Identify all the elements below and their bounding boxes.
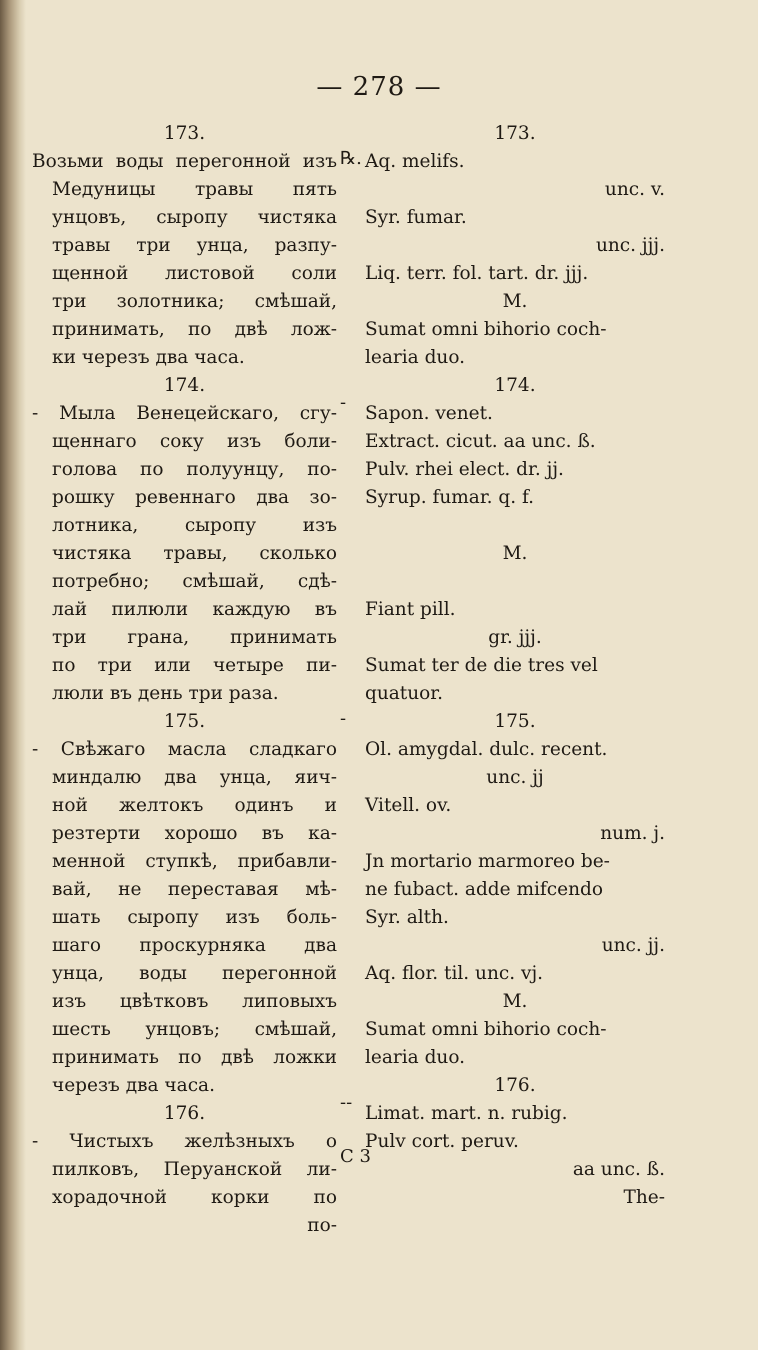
recipe-number: 176. — [163, 1103, 206, 1124]
text-line: щеннаго соку изъ боли- — [52, 431, 337, 452]
text-line: M. — [502, 291, 528, 312]
text-line: quatuor. — [365, 683, 443, 704]
text-line: M. — [502, 991, 528, 1012]
text-line: Sumat omni bihorio coch- — [365, 319, 607, 340]
text-line: голова по полуунцу, по- — [52, 459, 337, 480]
text-line: пилковъ, Перуанской ли- — [52, 1159, 337, 1180]
recipe-number: 174. — [494, 375, 536, 396]
text-line: ne fubact. adde mifcendo — [365, 879, 603, 900]
text-line: - Мыла Венецейскаго, сгу- — [32, 403, 337, 424]
text-line: щенной листовой соли — [52, 263, 337, 284]
dash-mark: - — [340, 708, 347, 729]
text-line: потребно; смѣшай, сдѣ- — [52, 571, 337, 592]
text-line: num. j. — [600, 823, 665, 844]
text-line: черезъ два часа. — [52, 1075, 215, 1096]
text-line: принимать по двѣ ложки — [52, 1047, 337, 1068]
book-spine-shadow — [0, 0, 26, 1350]
text-line: Syrup. fumar. q. f. — [365, 487, 535, 508]
text-line: Jn mortario marmoreo be- — [365, 851, 610, 872]
recipe-number: 173. — [494, 123, 536, 144]
text-line: шать сыропу изъ боль- — [52, 907, 337, 928]
text-line: Syr. fumar. — [365, 207, 467, 228]
text-line: Sapon. venet. — [365, 403, 493, 424]
text-line: лай пилюли каждую въ — [52, 599, 337, 620]
text-line: три грана, принимать — [52, 627, 337, 648]
catchword: The- — [623, 1187, 665, 1208]
text-line: - Свѣжаго масла сладкаго — [32, 739, 337, 760]
text-line: Syr. alth. — [365, 907, 449, 928]
text-line: люли въ день три раза. — [52, 683, 279, 704]
text-line: ной желтокъ одинъ и — [52, 795, 337, 816]
text-line: по три или четыре пи- — [52, 655, 337, 676]
text-line: Медуницы травы пять — [52, 179, 337, 200]
text-line: Ol. amygdal. dulc. recent. — [365, 739, 608, 760]
text-line: ки черезъ два часа. — [52, 347, 245, 368]
text-line: три золотника; смѣшай, — [52, 291, 337, 312]
signature-mark: C 3 — [340, 1146, 371, 1167]
page-number: — 278 — — [316, 72, 442, 102]
text-line: unc. jjj. — [595, 235, 665, 256]
dash-mark: -- — [340, 1092, 353, 1113]
text-line: резтерти хорошо въ ка- — [52, 823, 337, 844]
text-line: менной ступкѣ, прибавли- — [52, 851, 337, 872]
text-line: миндалю два унца, яич- — [52, 767, 337, 788]
text-line: learia duo. — [365, 1047, 466, 1068]
text-line: шесть унцовъ; смѣшай, — [52, 1019, 337, 1040]
text-line: M. — [502, 543, 528, 564]
text-line: Pulv. rhei elect. dr. jj. — [365, 459, 564, 480]
text-line: чистяка травы, сколько — [52, 543, 337, 564]
text-line: aa unc. ß. — [572, 1159, 665, 1180]
text-line: травы три унца, разпу- — [52, 235, 337, 256]
recipe-number: 176. — [494, 1075, 536, 1096]
text-line: вай, не переставая мѣ- — [52, 879, 337, 900]
recipe-number: 174. — [163, 375, 206, 396]
text-line: Vitell. ov. — [365, 795, 452, 816]
text-line: Pulv cort. peruv. — [365, 1131, 519, 1152]
dash-mark: - — [340, 392, 347, 413]
spacer — [365, 568, 665, 596]
text-line: - Чистыхъ желѣзныхъ о — [32, 1131, 337, 1152]
text-line: рошку ревеннаго два зо- — [52, 487, 337, 508]
text-line: Fiant pill. — [365, 599, 456, 620]
recipe-number: 173. — [163, 123, 206, 144]
text-line: Возьми воды перегонной изъ — [32, 151, 337, 172]
text-line: изъ цвѣтковъ липовыхъ — [52, 991, 337, 1012]
text-line: unc. jj — [486, 767, 544, 788]
text-line: Sumat omni bihorio coch- — [365, 1019, 607, 1040]
text-line: learia duo. — [365, 347, 466, 368]
text-line: Limat. mart. n. rubig. — [365, 1103, 568, 1124]
text-line: gr. jjj. — [488, 627, 542, 648]
text-line: Sumat ter de die tres vel — [365, 655, 598, 676]
text-line: унцовъ, сыропу чистяка — [52, 207, 337, 228]
recipe-number: 175. — [494, 711, 536, 732]
text-line: unc. v. — [604, 179, 665, 200]
text-line: Aq. flor. til. unc. vj. — [365, 963, 544, 984]
recipe-number: 175. — [163, 711, 206, 732]
russian-column — [32, 120, 337, 1240]
text-line: Aq. melifs. — [365, 151, 465, 172]
catchword: по- — [307, 1215, 337, 1236]
text-line: шаго проскурняка два — [52, 935, 337, 956]
text-line: унца, воды перегонной — [52, 963, 337, 984]
text-line: лотника, сыропу изъ — [52, 515, 337, 536]
text-line: unc. jj. — [601, 935, 665, 956]
spacer — [365, 512, 665, 540]
latin-column — [365, 120, 665, 1212]
recipe-symbol: ℞. — [340, 148, 362, 169]
text-line: Extract. cicut. aa unc. ß. — [365, 431, 596, 452]
text-line: хорадочной корки по — [52, 1187, 337, 1208]
text-line: принимать, по двѣ лож- — [52, 319, 337, 340]
text-line: Liq. terr. fol. tart. dr. jjj. — [365, 263, 589, 284]
